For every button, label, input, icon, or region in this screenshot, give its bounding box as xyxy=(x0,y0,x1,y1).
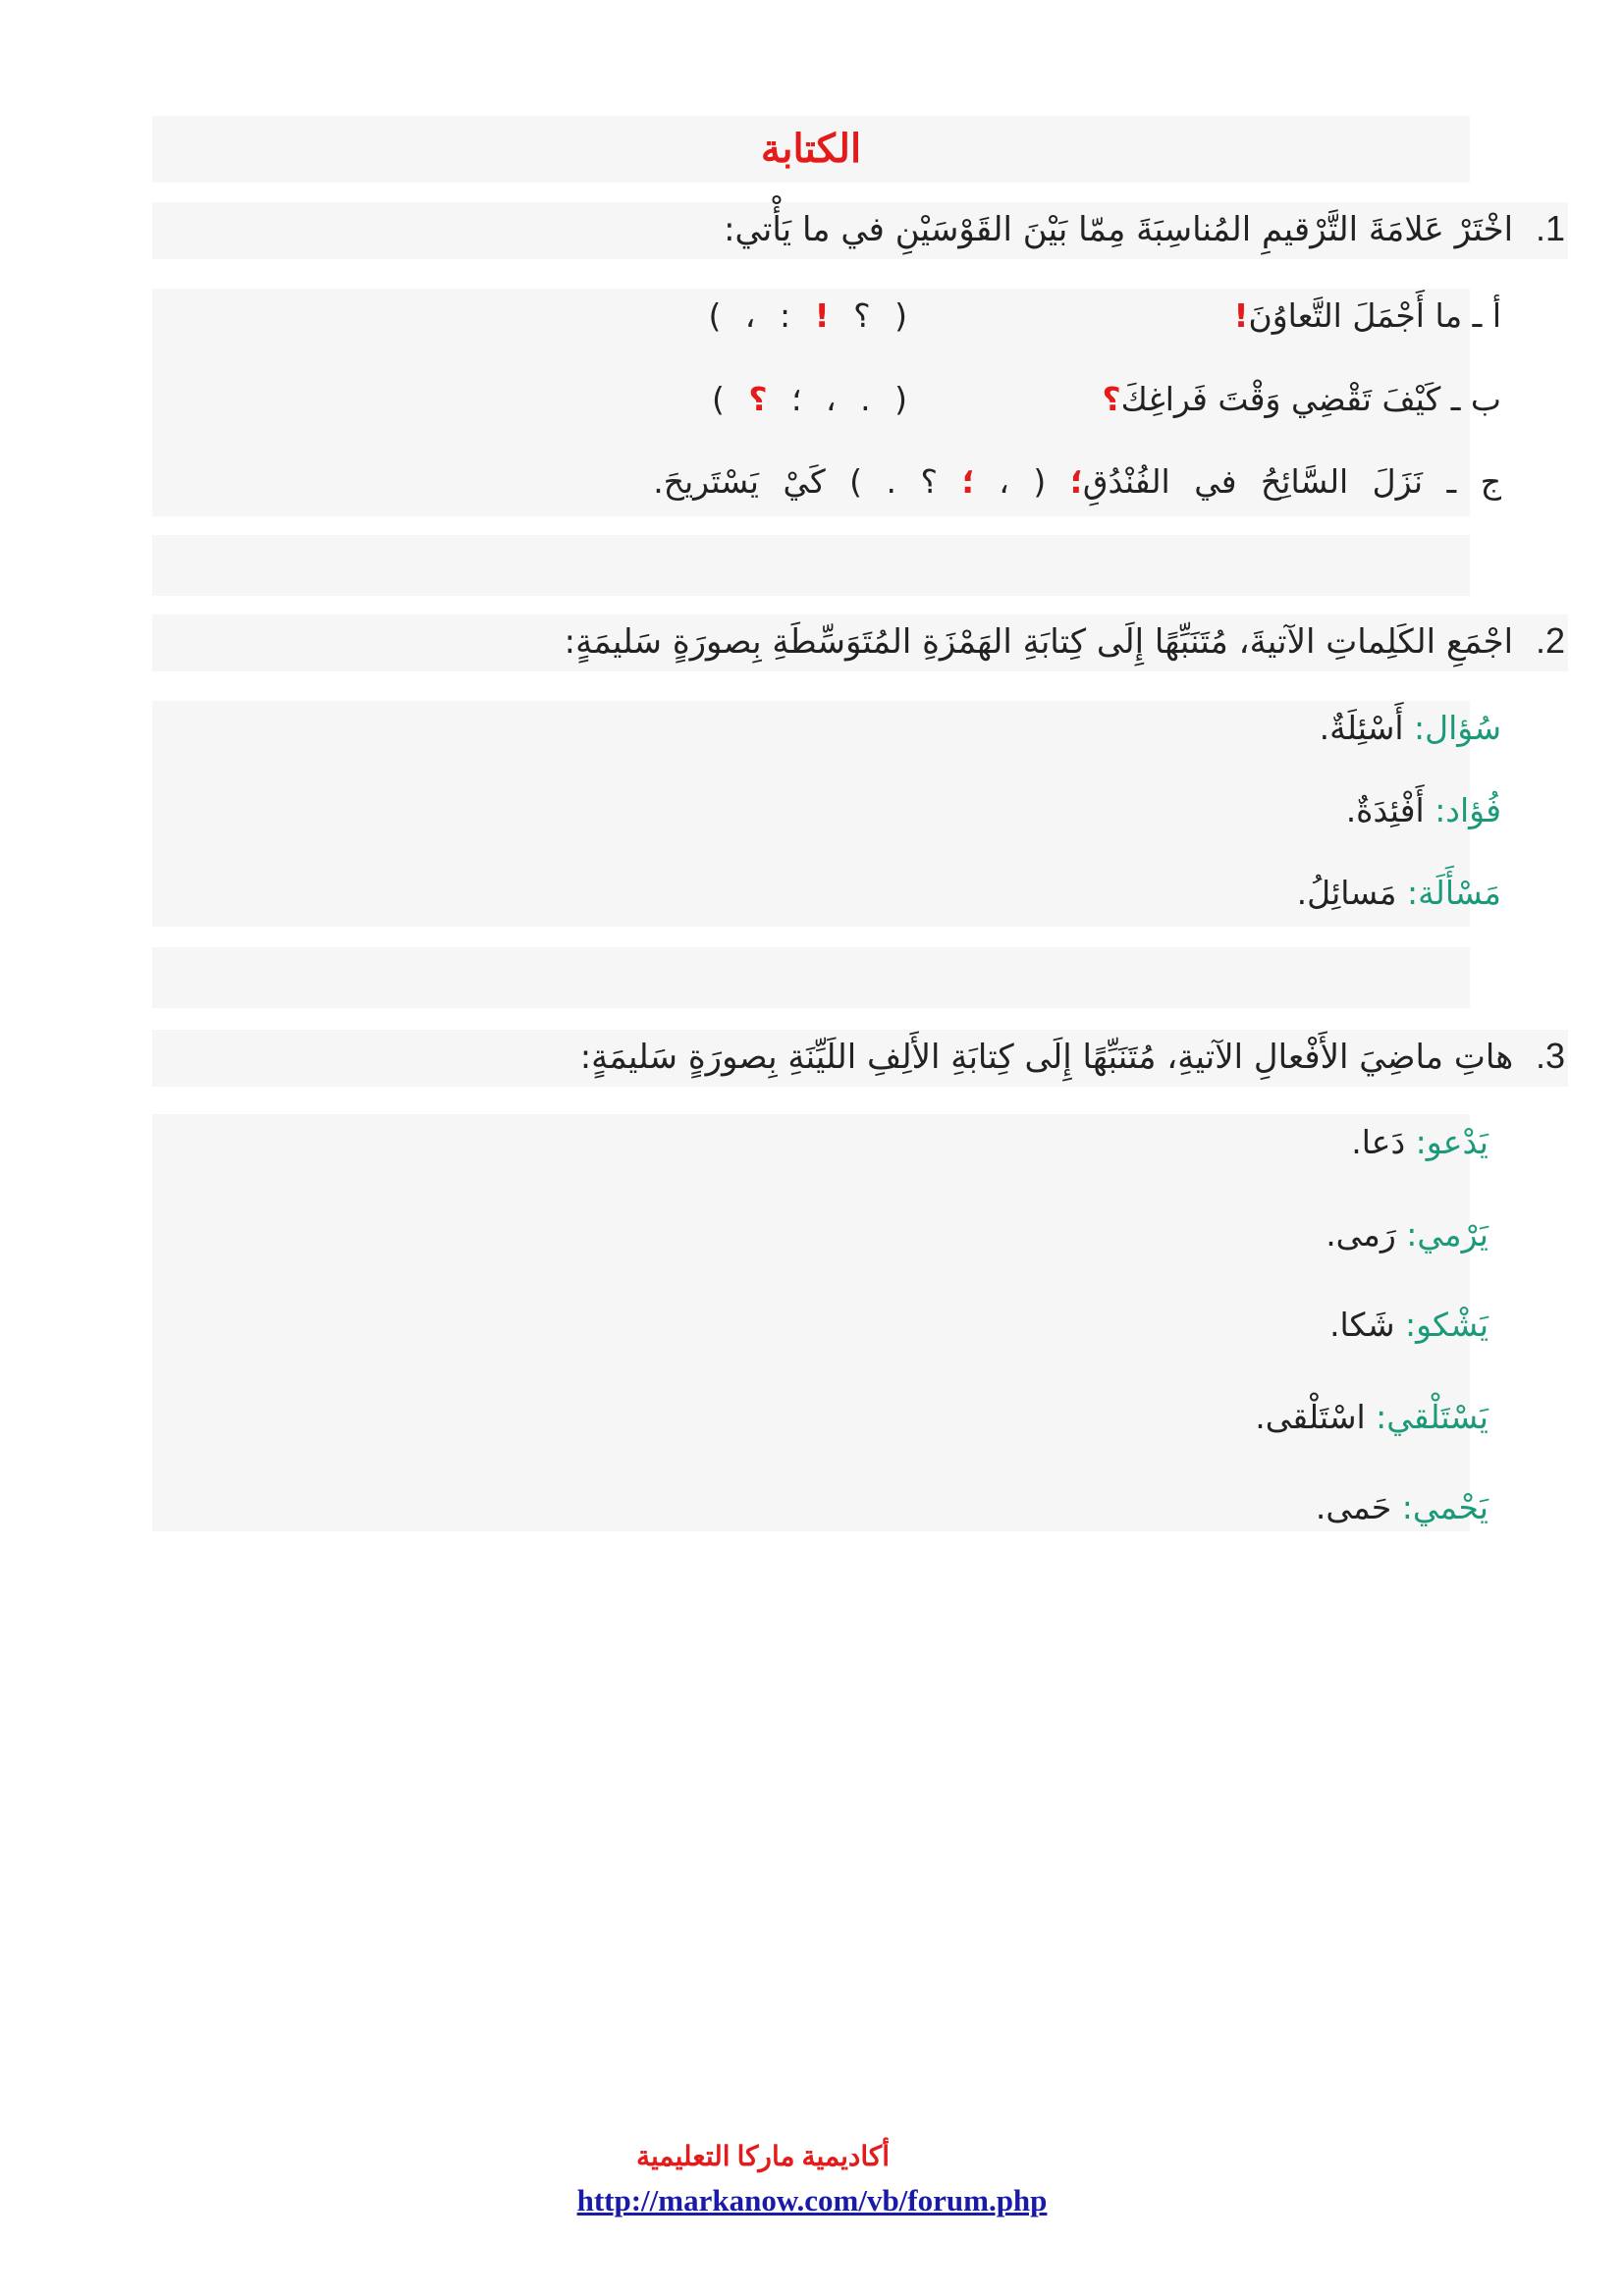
q3-text: هاتِ ماضِيَ الأَفْعالِ الآتيةِ، مُتَنَبِّهًا إِلَى كِتابَةِ الأَلِفِ اللَيِّنَةِ بِصورَةٍ سَليمَةٍ: xyxy=(579,1038,1514,1077)
q1-item-c-options-selected: ؛ xyxy=(961,462,975,501)
q1-item-b-options xyxy=(712,380,907,418)
q3-item-4-word: يَسْتَلْقي: xyxy=(1376,1398,1489,1436)
q3-question xyxy=(580,1036,1565,1077)
q3-item-2-word: يَرْمي: xyxy=(1406,1215,1489,1254)
q1-item-a xyxy=(1233,296,1501,335)
q1-item-a-options xyxy=(708,296,907,335)
q2-item-3-word: مَسْأَلَة: xyxy=(1406,874,1501,912)
q2-item-1-answer: أَسْئِلَةٌ. xyxy=(1319,709,1415,747)
q2-item-3 xyxy=(1297,874,1501,912)
q1-item-a-options-post: : ، ) xyxy=(708,296,815,335)
q2-item-3-answer: مَسائِلُ. xyxy=(1296,874,1407,912)
q1-item-b-options-selected: ؟ xyxy=(748,380,768,418)
q3-item-1-answer: دَعا. xyxy=(1351,1123,1416,1161)
q3-item-3-word: يَشْكو: xyxy=(1404,1306,1489,1344)
q1-item-c-options-post: ؟ . ) كَيْ يَسْتَريحَ. xyxy=(653,462,962,501)
q3-answer-band xyxy=(152,1114,1470,1531)
q1-item-b xyxy=(1102,380,1501,418)
footer-academy-name: أكاديمية ماركا التعليمية xyxy=(635,2142,891,2172)
spacer-band-2 xyxy=(152,947,1470,1008)
q1-text: اخْتَرْ عَلامَةَ التَّرْقيمِ المُناسِبَةَ مِمّا بَيْنَ القَوْسَيْنِ في ما يَأْتي: xyxy=(724,210,1514,249)
q3-item-2-answer: رَمى. xyxy=(1326,1215,1407,1254)
q1-item-a-text: أ ـ ما أَجْمَلَ التَّعاوُنَ xyxy=(1248,296,1501,335)
q3-item-2 xyxy=(1326,1215,1489,1254)
q1-item-b-answer: ؟ xyxy=(1102,380,1121,418)
q1-item-a-options-pre: ( ؟ xyxy=(829,296,907,335)
q2-text: اجْمَعِ الكَلِماتِ الآتيةَ، مُتَنَبِّهًا إِلَى كِتابَةِ الهَمْزَةِ المُتَوَسِّطَةِ بِصورَةٍ سَليمَةٍ: xyxy=(564,622,1514,662)
q1-item-c-text: ج ـ نَزَلَ السَّائِحُ في الفُنْدُقِ xyxy=(1082,462,1501,501)
q1-item-c-options-pre: ( ، xyxy=(974,462,1070,501)
q2-answer-band xyxy=(152,701,1470,927)
q3-item-3 xyxy=(1329,1306,1489,1344)
q3-item-5 xyxy=(1316,1488,1489,1526)
q2-item-1 xyxy=(1320,709,1501,747)
q1-item-b-options-post: ) xyxy=(712,380,749,418)
q2-item-2-answer: أَفْئِدَةٌ. xyxy=(1345,791,1435,829)
q3-item-1 xyxy=(1351,1123,1489,1161)
page-title: الكتابة xyxy=(152,116,1470,183)
footer-forum-link[interactable]: http://markanow.com/vb/forum.php xyxy=(576,2183,1048,2217)
q3-item-4-answer: اسْتَلْقى. xyxy=(1255,1398,1377,1436)
q2-item-1-word: سُؤال: xyxy=(1414,709,1501,747)
q3-item-4 xyxy=(1255,1398,1489,1436)
q1-item-c xyxy=(653,462,1501,501)
q3-item-5-word: يَحْمي: xyxy=(1401,1488,1489,1526)
q2-question xyxy=(565,620,1565,662)
q2-item-2-word: فُؤاد: xyxy=(1435,791,1501,829)
q2-item-2 xyxy=(1346,791,1501,829)
spacer-band-1 xyxy=(152,535,1470,596)
q1-item-c-answer: ؛ xyxy=(1069,462,1083,501)
q1-item-a-answer: ! xyxy=(1233,296,1249,335)
q1-item-b-options-pre: ( . ، ؛ xyxy=(767,380,907,418)
q1-number: 1. xyxy=(1535,208,1565,248)
q3-item-3-answer: شَكا. xyxy=(1329,1306,1405,1344)
q3-item-5-answer: حَمى. xyxy=(1315,1488,1402,1526)
q2-number: 2. xyxy=(1535,620,1565,661)
q1-question xyxy=(724,208,1565,249)
q3-number: 3. xyxy=(1535,1036,1565,1076)
q1-item-a-options-selected: ! xyxy=(814,296,830,335)
q3-item-1-word: يَدْعو: xyxy=(1415,1123,1489,1161)
q1-item-b-text: ب ـ كَيْفَ تَقْضِي وَقْتَ فَراغِكَ xyxy=(1120,380,1501,418)
